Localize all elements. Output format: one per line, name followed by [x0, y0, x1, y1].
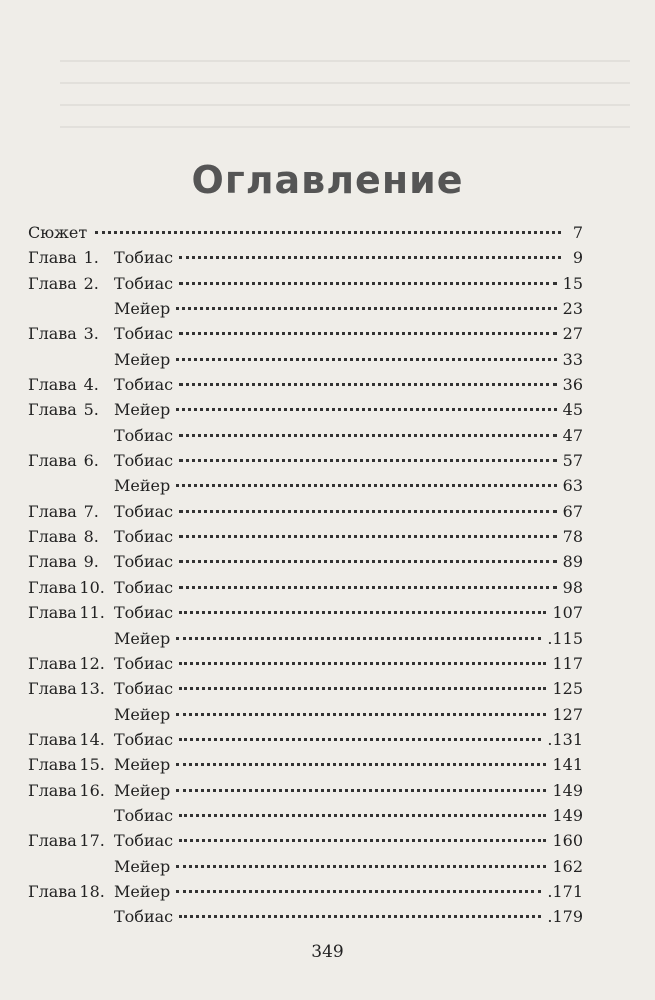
chapter-label: Глава: [28, 653, 77, 673]
toc-entry-chapter: [28, 854, 106, 879]
toc-entry: [28, 245, 583, 270]
dot-leader: [176, 890, 541, 893]
toc-entry-name: Тобиас: [114, 653, 174, 673]
toc-entry-chapter: [28, 626, 106, 651]
toc-entry-chapter: [28, 727, 106, 752]
toc-entry-page: 141: [552, 755, 583, 775]
toc-entry-chapter: [28, 676, 106, 701]
toc-entry: [28, 271, 583, 296]
toc-entry-name: Мейер: [114, 299, 171, 319]
toc-entry-chapter: [28, 397, 106, 422]
toc-entry-name: Тобиас: [114, 729, 174, 749]
toc-entry: [28, 220, 583, 245]
toc-entry-chapter: [28, 904, 106, 929]
toc-entry-name: Тобиас: [114, 831, 174, 851]
toc-entry: [28, 727, 583, 752]
toc-entry-name: Тобиас: [114, 375, 174, 395]
chapter-number: 5.: [83, 400, 99, 420]
toc-entry: [28, 473, 583, 498]
toc-entry-page: 15: [562, 273, 583, 293]
dot-leader: [176, 865, 546, 868]
dot-leader: [179, 510, 557, 513]
toc-entry-chapter: [28, 524, 106, 549]
dot-leader: [179, 332, 557, 335]
toc-entry-name: Тобиас: [114, 577, 174, 597]
dot-leader: [179, 662, 546, 665]
chapter-label: Глава: [28, 577, 77, 597]
toc-entry: [28, 448, 583, 473]
chapter-number: 12.: [79, 653, 105, 673]
toc-entry-name: Тобиас: [114, 248, 174, 268]
toc-entry-chapter: [28, 651, 106, 676]
dot-leader: [179, 535, 557, 538]
toc-entry-chapter: [28, 321, 106, 346]
toc-entry-page: 78: [562, 527, 583, 547]
dot-leader: [179, 839, 546, 842]
toc-entry-chapter: [28, 347, 106, 372]
chapter-number: 15.: [79, 755, 105, 775]
chapter-label: Глава: [28, 400, 77, 420]
chapter-label: Глава: [28, 831, 77, 851]
page-number: 349: [311, 942, 344, 962]
toc-entry: [28, 347, 583, 372]
dot-leader: [179, 687, 546, 690]
chapter-number: 7.: [83, 501, 99, 521]
chapter-number: 8.: [83, 527, 99, 547]
toc-entry-chapter: [28, 879, 106, 904]
chapter-label: Глава: [28, 501, 77, 521]
toc-entry-chapter: [28, 271, 106, 296]
toc-entry: [28, 524, 583, 549]
toc-entry-name: Тобиас: [114, 501, 174, 521]
toc-entry: [28, 778, 583, 803]
toc-entry-page: .131: [547, 729, 583, 749]
toc-entry-name: Мейер: [114, 780, 171, 800]
toc-entry: [28, 372, 583, 397]
toc-entry-name: Мейер: [114, 704, 171, 724]
toc-entry-name: Мейер: [114, 856, 171, 876]
toc-entry-name: Тобиас: [114, 907, 174, 927]
chapter-number: 10.: [79, 577, 105, 597]
toc-entry-page: 27: [562, 324, 583, 344]
dot-leader: [176, 358, 556, 361]
toc-entry: [28, 296, 583, 321]
toc-entry: [28, 676, 583, 701]
dot-leader: [179, 459, 557, 462]
toc-entry-name: Тобиас: [114, 679, 174, 699]
chapter-label: Глава: [28, 324, 77, 344]
chapter-label: Глава: [28, 375, 77, 395]
toc-entry: [28, 803, 583, 828]
chapter-number: 14.: [79, 729, 105, 749]
chapter-label: Глава: [28, 248, 77, 268]
chapter-label: Глава: [28, 603, 77, 623]
toc-entry: [28, 651, 583, 676]
toc-entry: [28, 626, 583, 651]
chapter-number: 9.: [83, 552, 99, 572]
chapter-label: Глава: [28, 780, 77, 800]
chapter-number: 11.: [79, 603, 105, 623]
chapter-label: Глава: [28, 552, 77, 572]
toc-entry-chapter: [28, 803, 106, 828]
toc-entry-page: 23: [562, 299, 583, 319]
dot-leader: [176, 307, 556, 310]
toc-entry-page: .179: [547, 907, 583, 927]
toc-entry: [28, 904, 583, 929]
chapter-number: 17.: [79, 831, 105, 851]
toc-entry: [28, 828, 583, 853]
toc-entry: [28, 879, 583, 904]
toc-entry-page: 9: [572, 248, 583, 268]
toc-entry-name: Мейер: [114, 755, 171, 775]
toc-entry-page: .115: [547, 628, 583, 648]
dot-leader: [176, 484, 556, 487]
dot-leader: [95, 231, 561, 234]
toc-entry: [28, 600, 583, 625]
toc-entry-name: Мейер: [114, 400, 171, 420]
toc-entry-chapter: [28, 702, 106, 727]
chapter-label: Глава: [28, 451, 77, 471]
toc-entry-label: Сюжет: [28, 223, 88, 242]
toc-entry: [28, 397, 583, 422]
toc-entry: [28, 499, 583, 524]
chapter-label: Глава: [28, 755, 77, 775]
toc-entry: [28, 702, 583, 727]
toc-entry-chapter: [28, 778, 106, 803]
toc-entry: [28, 549, 583, 574]
dot-leader: [179, 611, 546, 614]
table-of-contents: [28, 220, 583, 930]
toc-entry-name: Тобиас: [114, 425, 174, 445]
chapter-number: 2.: [83, 273, 99, 293]
dot-leader: [176, 408, 556, 411]
dot-leader: [179, 560, 557, 563]
chapter-number: 4.: [83, 375, 99, 395]
toc-entry-page: 33: [562, 349, 583, 369]
toc-entry-page: 162: [552, 856, 583, 876]
toc-entry-chapter: [28, 245, 106, 270]
toc-entry: [28, 423, 583, 448]
toc-entry-name: Тобиас: [114, 273, 174, 293]
chapter-number: 18.: [79, 881, 105, 901]
toc-entry-name: Мейер: [114, 628, 171, 648]
chapter-number: 1.: [83, 248, 99, 268]
toc-entry: [28, 854, 583, 879]
toc-entry-name: Мейер: [114, 881, 171, 901]
toc-entry-page: 125: [552, 679, 583, 699]
toc-entry-name: Тобиас: [114, 805, 174, 825]
toc-entry-page: 149: [552, 780, 583, 800]
dot-leader: [179, 586, 557, 589]
dot-leader: [179, 814, 546, 817]
dot-leader: [176, 763, 546, 766]
dot-leader: [179, 383, 557, 386]
toc-entry-page: 67: [562, 501, 583, 521]
toc-entry-page: 107: [552, 603, 583, 623]
chapter-label: Глава: [28, 679, 77, 699]
toc-entry: [28, 321, 583, 346]
page-title: Оглавление: [191, 158, 464, 202]
toc-entry-page: 63: [562, 476, 583, 496]
toc-entry-chapter: [28, 473, 106, 498]
toc-entry-chapter: [28, 372, 106, 397]
dot-leader: [179, 915, 541, 918]
toc-entry-chapter: [28, 296, 106, 321]
toc-entry-page: 7: [572, 223, 583, 242]
chapter-number: 13.: [79, 679, 105, 699]
chapter-label: Глава: [28, 729, 77, 749]
toc-entry-chapter: [28, 549, 106, 574]
toc-entry: [28, 575, 583, 600]
toc-entry-chapter: [28, 575, 106, 600]
toc-entry-page: 117: [552, 653, 583, 673]
chapter-number: 6.: [83, 451, 99, 471]
dot-leader: [179, 434, 557, 437]
dot-leader: [176, 713, 546, 716]
toc-entry-name: Мейер: [114, 349, 171, 369]
toc-entry-page: 36: [562, 375, 583, 395]
toc-entry-chapter: [28, 828, 106, 853]
toc-entry-page: 45: [562, 400, 583, 420]
dot-leader: [179, 282, 557, 285]
toc-entry-name: Мейер: [114, 476, 171, 496]
toc-entry: [28, 752, 583, 777]
toc-entry-name: Тобиас: [114, 527, 174, 547]
toc-entry-page: 160: [552, 831, 583, 851]
chapter-label: Глава: [28, 273, 77, 293]
toc-entry-page: .171: [547, 881, 583, 901]
chapter-label: Глава: [28, 527, 77, 547]
toc-entry-chapter: [28, 423, 106, 448]
toc-entry-name: Тобиас: [114, 451, 174, 471]
toc-entry-chapter: [28, 448, 106, 473]
chapter-number: 16.: [79, 780, 105, 800]
dot-leader: [179, 256, 561, 259]
toc-entry-name: Тобиас: [114, 324, 174, 344]
toc-entry-page: 89: [562, 552, 583, 572]
chapter-label: Глава: [28, 881, 77, 901]
toc-entry-page: 149: [552, 805, 583, 825]
toc-entry-page: 127: [552, 704, 583, 724]
toc-entry-name: Тобиас: [114, 603, 174, 623]
dot-leader: [176, 789, 546, 792]
dot-leader: [179, 738, 541, 741]
toc-entry-chapter: [28, 499, 106, 524]
toc-entry-page: 98: [562, 577, 583, 597]
toc-entry-name: Тобиас: [114, 552, 174, 572]
chapter-number: 3.: [83, 324, 99, 344]
toc-entry-chapter: [28, 600, 106, 625]
dot-leader: [176, 637, 541, 640]
toc-entry-page: 47: [562, 425, 583, 445]
toc-entry-chapter: [28, 752, 106, 777]
toc-entry-page: 57: [562, 451, 583, 471]
